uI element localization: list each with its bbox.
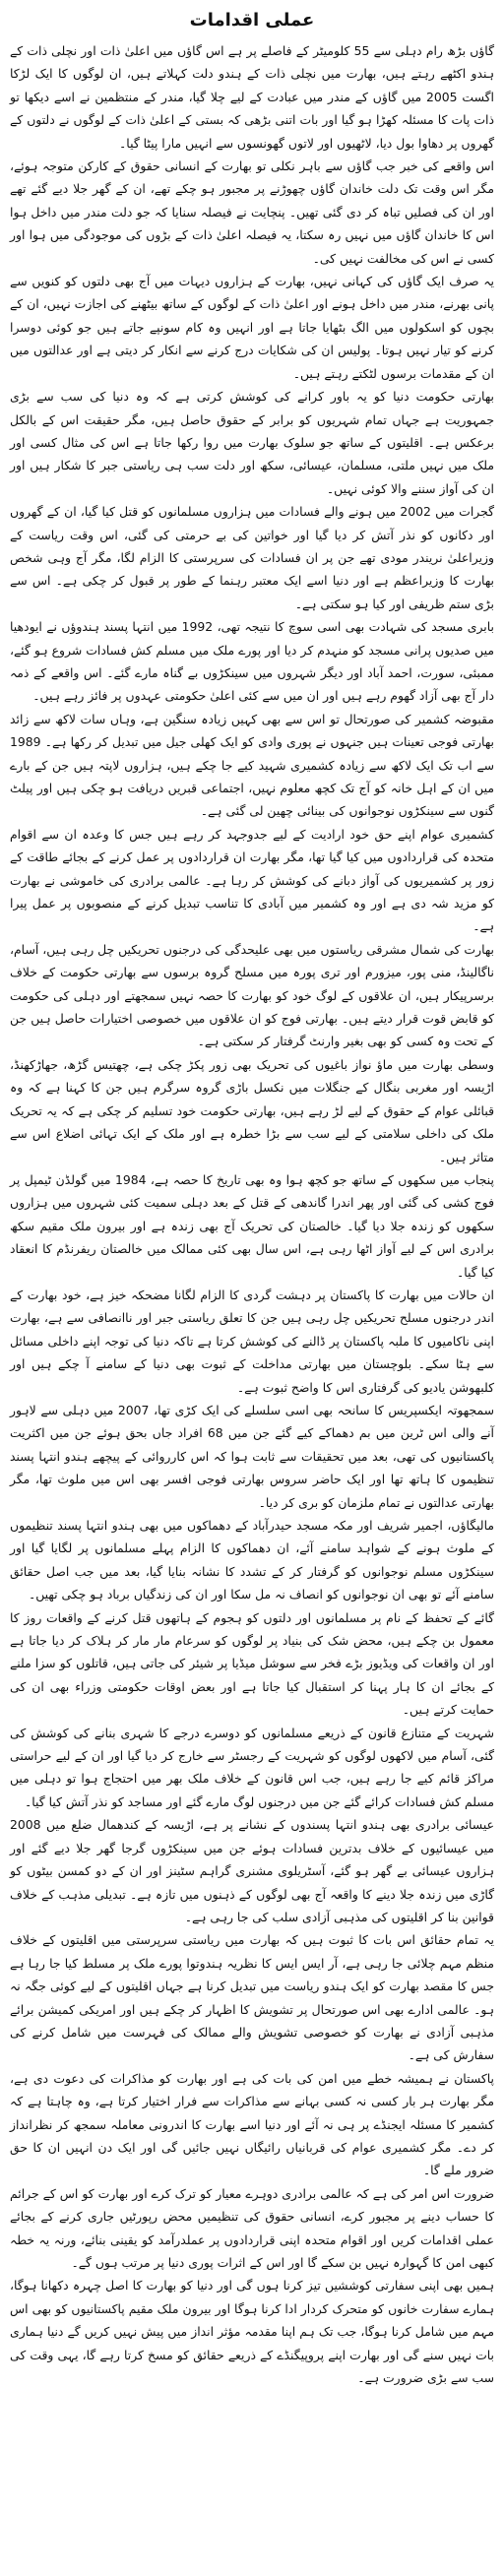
article-paragraph: بھارت کی شمال مشرقی ریاستوں میں بھی علیحدگی کی درجنوں تحریکیں چل رہی ہیں، آسام، ناگالینڈ، منی پور، میزورم اور تری پورہ میں مسلح گروہ برسوں سے بھارتی حکومت کے خلاف برسرپیکار ہیں، ان علاقوں کے لوگ خود کو بھارت کا حصہ نہیں سمجھتے اور دہلی کی حکومت کو قابض قوت قرار دیتے ہیں۔ بھارتی فوج کو ان علاقوں میں خصوصی اختیارات حاصل ہیں جن کے تحت وہ کسی کو بھی بغیر وارنٹ گرفتار کر سکتی ہے۔: [10, 941, 494, 1049]
article-paragraph: اس واقعے کی خبر جب گاؤں سے باہر نکلی تو بھارت کے انسانی حقوق کے کارکن متوجہ ہوئے، مگر اس وقت تک دلت خاندان گاؤں چھوڑنے پر مجبور ہو چکے تھے، ان کے گھر جلا دیے گئے تھے اور ان کی فصلیں تباہ کر دی گئی تھیں۔ پنچایت نے فیصلہ سنایا کہ جو دلت مندر میں داخل ہوا اس کا خاندان گاؤں میں نہیں رہ سکتا، یہ فیصلہ اعلیٰ ذات کے بڑوں کی موجودگی میں ہوا اور کسی نے اس کی مخالفت نہیں کی۔: [10, 158, 494, 266]
article-paragraph: کشمیری عوام اپنے حق خود ارادیت کے لیے جدوجہد کر رہے ہیں جس کا وعدہ ان سے اقوام متحدہ کی قراردادوں میں کیا گیا تھا، مگر بھارت ان قراردادوں پر عمل کرنے کے بجائے طاقت کے زور پر کشمیریوں کی آواز دبانے کی کوشش کر رہا ہے۔ عالمی برادری کی خاموشی نے بھارت کو مزید شہ دی ہے اور وہ کشمیر میں آبادی کا تناسب تبدیل کرنے کے منصوبوں پر عمل پیرا ہے۔: [10, 826, 494, 934]
article-paragraph: گاؤں بڑھ رام دہلی سے 55 کلومیٹر کے فاصلے پر ہے اس گاؤں میں اعلیٰ ذات اور نچلی ذات کے ہندو اکٹھے رہتے ہیں، بھارت میں نچلی ذات کے ہندو دلت کہلاتے ہیں، ان لوگوں کا ایک لڑکا اگست 2005 میں گاؤں کے مندر میں عبادت کے لیے چلا گیا، مندر کے منتظمین نے اسے دیکھا تو ذات پات کا مسئلہ کھڑا ہو گیا اور بات اتنی بڑھی کہ بستی کے اعلیٰ ذات کے لوگوں نے دلتوں کے گھروں پر دھاوا بول دیا، لاٹھیوں اور لاتوں گھونسوں سے انہیں مارا پیٹا گیا۔: [10, 43, 494, 151]
article-paragraph: یہ صرف ایک گاؤں کی کہانی نہیں، بھارت کے ہزاروں دیہات میں آج بھی دلتوں کو کنویں سے پانی بھرنے، مندر میں داخل ہونے اور اعلیٰ ذات کے لوگوں کے ساتھ بیٹھنے کی اجازت نہیں، ان کے بچوں کو اسکولوں میں الگ بٹھایا جاتا ہے اور انہیں وہ کام سونپے جاتے ہیں جو کوئی دوسرا کرنے کو تیار نہیں ہوتا۔ پولیس ان کی شکایات درج کرنے سے انکار کر دیتی ہے اور عدالتوں میں ان کے مقدمات برسوں لٹکتے رہتے ہیں۔: [10, 274, 494, 381]
article-paragraph: عیسائی برادری بھی ہندو انتہا پسندوں کے نشانے پر ہے، اڑیسہ کے کندھمال ضلع میں 2008 میں عیسائیوں کے خلاف بدترین فسادات ہوئے جن میں سینکڑوں گرجا گھر جلا دیے گئے اور ہزاروں عیسائی بے گھر ہو گئے، آسٹریلوی مشنری گراہم سٹینز اور ان کے دو کمسن بیٹوں کو گاڑی میں زندہ جلا دینے کا واقعہ آج بھی لوگوں کے ذہنوں میں تازہ ہے۔ تبدیلی مذہب کے خلاف قوانین بنا کر اقلیتوں کی مذہبی آزادی سلب کی جا رہی ہے۔: [10, 1817, 494, 1924]
article-paragraph: سمجھوتہ ایکسپریس کا سانحہ بھی اسی سلسلے کی ایک کڑی تھا، 2007 میں دہلی سے لاہور آنے والی اس ٹرین میں بم دھماکے کیے گئے جن میں 68 افراد جاں بحق ہوئے جن میں اکثریت پاکستانیوں کی تھی، بعد میں تحقیقات سے ثابت ہوا کہ اس کارروائی کے پیچھے ہندو انتہا پسند تنظیموں کا ہاتھ تھا اور ایک حاضر سروس بھارتی فوجی افسر بھی اس میں ملوث تھا، مگر بھارتی عدالتوں نے تمام ملزمان کو بری کر دیا۔: [10, 1402, 494, 1510]
article-paragraph: مالیگاؤں، اجمیر شریف اور مکہ مسجد حیدرآباد کے دھماکوں میں بھی ہندو انتہا پسند تنظیموں کے ملوث ہونے کے شواہد سامنے آئے، ان دھماکوں کا الزام پہلے مسلمانوں پر لگایا گیا اور سینکڑوں مسلم نوجوانوں کو گرفتار کر کے تشدد کا نشانہ بنایا گیا، بعد میں جب اصل حقائق سامنے آئے تو بھی ان نوجوانوں کو انصاف نہ مل سکا اور ان کی زندگیاں برباد ہو چکی تھیں۔: [10, 1518, 494, 1602]
article-body: [10, 39, 494, 2389]
article-paragraph: پاکستان نے ہمیشہ خطے میں امن کی بات کی ہے اور بھارت کو مذاکرات کی دعوت دی ہے، مگر بھارت ہر بار کسی نہ کسی بہانے سے مذاکرات سے فرار اختیار کرتا ہے، وہ چاہتا ہے کہ کشمیر کا مسئلہ ایجنڈے پر ہی نہ آئے اور دنیا اسے بھارت کا اندرونی معاملہ سمجھ کر نظرانداز کر دے۔ مگر کشمیری عوام کی قربانیاں رائیگاں نہیں جائیں گی اور ایک دن انہیں ان کا حق ضرور ملے گا۔: [10, 2070, 494, 2178]
article-paragraph: گجرات میں 2002 میں ہونے والے فسادات میں ہزاروں مسلمانوں کو قتل کیا گیا، ان کے گھروں اور دکانوں کو نذر آتش کر دیا گیا اور خواتین کی بے حرمتی کی گئی، اس وقت ریاست کے وزیراعلیٰ نریندر مودی تھے جن پر ان فسادات کی سرپرستی کا الزام لگا، مگر آج وہی شخص بھارت کا وزیراعظم ہے اور دنیا اسے ایک معتبر رہنما کے طور پر قبول کر چکی ہے۔ اس سے بڑی ستم ظریفی اور کیا ہو سکتی ہے۔: [10, 504, 494, 611]
article-paragraph: مقبوضہ کشمیر کی صورتحال تو اس سے بھی کہیں زیادہ سنگین ہے، وہاں سات لاکھ سے زائد بھارتی فوجی تعینات ہیں جنہوں نے پوری وادی کو ایک کھلی جیل میں تبدیل کر رکھا ہے۔ 1989 سے اب تک ایک لاکھ سے زیادہ کشمیری شہید کیے جا چکے ہیں، ہزاروں لاپتہ ہیں جن کے بارے میں ان کے اہل خانہ کو آج تک کچھ معلوم نہیں، اجتماعی قبریں دریافت ہو چکی ہیں اور پیلٹ گنوں سے سینکڑوں نوجوانوں کی بینائی چھین لی گئی ہے۔: [10, 711, 494, 819]
article-paragraph: ہمیں بھی اپنی سفارتی کوششیں تیز کرنا ہوں گی اور دنیا کو بھارت کا اصل چہرہ دکھانا ہوگا، ہمارے سفارت خانوں کو متحرک کردار ادا کرنا ہوگا اور بیرون ملک مقیم پاکستانیوں کو بھی اس مہم میں شامل کرنا ہوگا، جب تک ہم اپنا مقدمہ مؤثر انداز میں پیش نہیں کریں گے دنیا ہماری بات نہیں سنے گی اور بھارت اپنے پروپیگنڈے کے ذریعے حقائق کو مسخ کرتا رہے گا، یہی وقت کی سب سے بڑی ضرورت ہے۔: [10, 2278, 494, 2386]
article-headline: عملی اقدامات: [189, 10, 315, 31]
article-paragraph: بابری مسجد کی شہادت بھی اسی سوچ کا نتیجہ تھی، 1992 میں انتہا پسند ہندوؤں نے ایودھیا میں صدیوں پرانی مسجد کو منہدم کر دیا اور پورے ملک میں مسلم کش فسادات شروع ہو گئے، ممبئی، سورت، احمد آباد اور دیگر شہروں میں سینکڑوں بے گناہ مارے گئے۔ اس واقعے کے ذمہ دار آج بھی آزاد گھوم رہے ہیں اور ان میں سے کئی اعلیٰ حکومتی عہدوں پر فائز رہے ہیں۔: [10, 619, 494, 704]
article-paragraph: وسطی بھارت میں ماؤ نواز باغیوں کی تحریک بھی زور پکڑ چکی ہے، چھتیس گڑھ، جھاڑکھنڈ، اڑیسہ اور مغربی بنگال کے جنگلات میں نکسل باڑی گروہ سرگرم ہیں جن کا کہنا ہے کہ وہ قبائلی عوام کے حقوق کے لیے لڑ رہے ہیں، بھارتی حکومت خود تسلیم کر چکی ہے کہ یہ تحریک ملک کی داخلی سلامتی کے لیے سب سے بڑا خطرہ ہے اور ملک کے ایک تہائی اضلاع اس سے متاثر ہیں۔: [10, 1056, 494, 1164]
article-paragraph: یہ تمام حقائق اس بات کا ثبوت ہیں کہ بھارت میں ریاستی سرپرستی میں اقلیتوں کے خلاف منظم مہم چلائی جا رہی ہے، آر ایس ایس کا نظریہ ہندوتوا پورے ملک پر مسلط کیا جا رہا ہے جس کا مقصد بھارت کو ایک ہندو ریاست میں تبدیل کرنا ہے جہاں اقلیتوں کے لیے کوئی جگہ نہ ہو۔ عالمی ادارے بھی اس صورتحال پر تشویش کا اظہار کر چکے ہیں اور امریکی کمیشن برائے مذہبی آزادی نے بھارت کو خصوصی تشویش والے ممالک کی فہرست میں شامل کرنے کی سفارش کی ہے۔: [10, 1932, 494, 2063]
article-paragraph: بھارتی حکومت دنیا کو یہ باور کرانے کی کوشش کرتی ہے کہ وہ دنیا کی سب سے بڑی جمہوریت ہے جہاں تمام شہریوں کو برابر کے حقوق حاصل ہیں، مگر حقیقت اس کے بالکل برعکس ہے۔ اقلیتوں کے ساتھ جو سلوک بھارت میں روا رکھا جاتا ہے اس کی مثال کسی اور ملک میں نہیں ملتی، مسلمان، عیسائی، سکھ اور دلت سب ہی ریاستی جبر کا شکار ہیں اور ان کی آواز سننے والا کوئی نہیں۔: [10, 389, 494, 496]
article-paragraph: پنجاب میں سکھوں کے ساتھ جو کچھ ہوا وہ بھی تاریخ کا حصہ ہے، 1984 میں گولڈن ٹیمپل پر فوج کشی کی گئی اور پھر اندرا گاندھی کے قتل کے بعد دہلی سمیت کئی شہروں میں ہزاروں سکھوں کو زندہ جلا دیا گیا۔ خالصتان کی تحریک آج بھی زندہ ہے اور بیرون ملک مقیم سکھ برادری اس کے لیے آواز اٹھا رہی ہے، اس سال بھی کئی ممالک میں خالصتان ریفرنڈم کا انعقاد کیا گیا۔: [10, 1171, 494, 1280]
article-paragraph: ان حالات میں بھارت کا پاکستان پر دہشت گردی کا الزام لگانا مضحکہ خیز ہے، خود بھارت کے اندر درجنوں مسلح تحریکیں چل رہی ہیں جن کا تعلق ریاستی جبر اور ناانصافی سے ہے، بھارت اپنی ناکامیوں کا ملبہ پاکستان پر ڈالنے کی کوشش کرتا ہے تاکہ دنیا کی توجہ اپنے داخلی مسائل سے ہٹا سکے۔ بلوچستان میں بھارتی مداخلت کے ثبوت بھی دنیا کے سامنے آ چکے ہیں اور کلبھوشن یادیو کی گرفتاری اس کا واضح ثبوت ہے۔: [10, 1287, 494, 1395]
article-paragraph: گائے کے تحفظ کے نام پر مسلمانوں اور دلتوں کو ہجوم کے ہاتھوں قتل کرنے کے واقعات روز کا معمول بن چکے ہیں، محض شک کی بنیاد پر لوگوں کو سرعام مار مار کر ہلاک کر دیا جاتا ہے اور ان واقعات کی ویڈیوز بڑے فخر سے سوشل میڈیا پر شیئر کی جاتی ہیں، قاتلوں کو سزا ملنے کے بجائے ان کا ہار پہنا کر استقبال کیا جاتا ہے اور بعض اوقات حکومتی وزراء بھی ان کی حمایت کرتے ہیں۔: [10, 1609, 494, 1718]
article-paragraph: ضرورت اس امر کی ہے کہ عالمی برادری دوہرے معیار کو ترک کرے اور بھارت کو اس کے جرائم کا حساب دینے پر مجبور کرے، انسانی حقوق کی تنظیمیں محض رپورٹیں جاری کرنے کے بجائے عملی اقدامات کریں اور اقوام متحدہ اپنی قراردادوں پر عملدرآمد کو یقینی بنائے، ورنہ یہ خطہ کبھی امن کا گہوارہ نہیں بن سکے گا اور اس کے اثرات پوری دنیا پر مرتب ہوں گے۔: [10, 2185, 494, 2270]
article-paragraph: شہریت کے متنازع قانون کے ذریعے مسلمانوں کو دوسرے درجے کا شہری بنانے کی کوشش کی گئی، آسام میں لاکھوں لوگوں کو شہریت کے رجسٹر سے خارج کر دیا گیا اور ان کے لیے حراستی مراکز قائم کیے جا رہے ہیں، جب اس قانون کے خلاف ملک بھر میں احتجاج ہوا تو دہلی میں مسلم کش فسادات کرائے گئے جن میں درجنوں لوگ مارے گئے اور مساجد کو نذر آتش کیا گیا۔: [10, 1725, 494, 1809]
